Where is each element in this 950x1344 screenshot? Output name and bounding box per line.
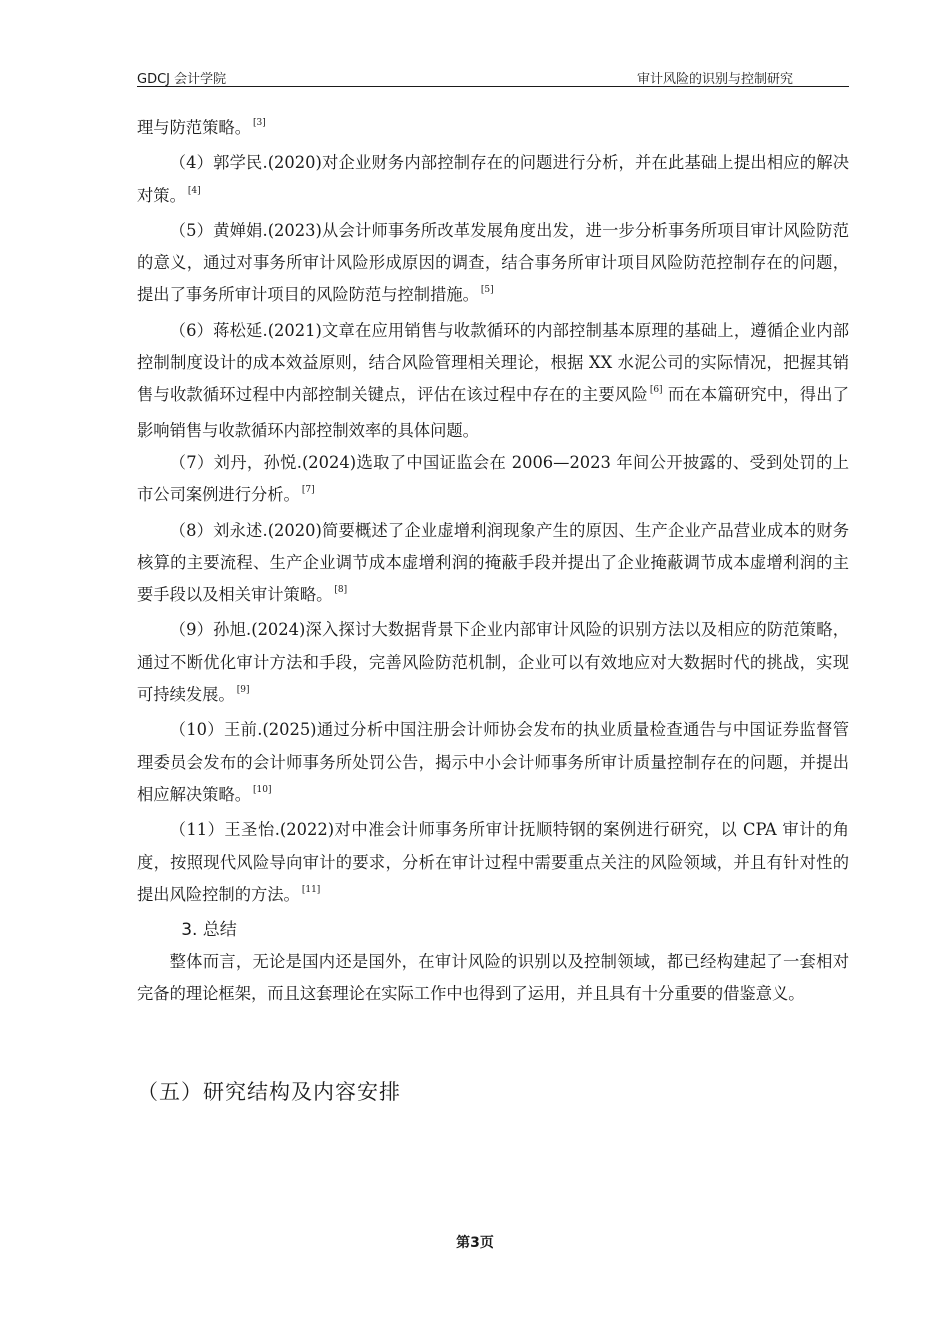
reference-paragraph: （6）蒋松延.(2021)文章在应用销售与收款循环的内部控制基本原理的基础上，遵循企业内部控制制度设计的成本效益原则，结合风险管理相关理论，根据 XX 水泥公司的实际情况，把握其销售与收款循环过程中内部控制关键点，评估在该过程中存在的主要风险 [6] 而在本篇研究中，得出了影响销售与收款循环内部控制效率的具体问题。 [137,320,849,440]
citation-ref: [5] [480,285,494,296]
reference-paragraph: （11）王圣怡.(2022)对中准会计师事务所审计抚顺特钢的案例进行研究，以 CPA 审计的角度，按照现代风险导向审计的要求，分析在审计过程中需要重点关注的风险领域，并且有针对性的提出风险控制的方法。 [11] [137,820,849,904]
reference-paragraph: （9）孙旭.(2024)深入探讨大数据背景下企业内部审计风险的识别方法以及相应的防范策略，通过不断优化审计方法和手段，完善风险防范机制，企业可以有效地应对大数据时代的挑战，实现可持续发展。 [9] [137,620,849,705]
citation-ref: [7] [301,485,315,496]
citation-ref: [11] [301,884,321,895]
body-text [137,112,849,1011]
citation-ref: [8] [334,585,348,596]
page-header [137,66,849,87]
reference-paragraph: （4）郭学民.(2020)对企业财务内部控制存在的问题进行分析，并在此基础上提出相应的解决对策。 [4] [137,153,849,205]
summary-paragraph: 整体而言，无论是国内还是国外，在审计风险的识别以及控制领域，都已经构建起了一套相对完备的理论框架，而且这套理论在实际工作中也得到了运用，并且具有十分重要的借鉴意义。 [137,952,849,1004]
page-number: 第3页 [456,1235,494,1251]
citation-ref: [6] [649,385,663,396]
paragraph-continuation: 理与防范策略。 [3] [137,118,266,137]
citation-ref: [4] [187,185,201,196]
citation-ref: [10] [252,784,272,795]
reference-paragraph: （7）刘丹，孙悦.(2024)选取了中国证监会在 2006—2023 年间公开披露的、受到处罚的上市公司案例进行分析。 [7] [137,452,849,505]
header-institution: GDCJ 会计学院 [137,72,227,87]
reference-paragraph: （5）黄婵娟.(2023)从会计师事务所改革发展角度出发，进一步分析事务所项目审计风险防范的意义，通过对事务所审计风险形成原因的调查，结合事务所审计项目风险防范控制存在的问题，提出了事务所审计项目的风险防范与控制措施。 [5] [137,220,849,305]
reference-paragraph: （10）王前.(2025)通过分析中国注册会计师协会发布的执业质量检查通告与中国证券监督管理委员会发布的会计师事务所处罚公告，揭示中小会计师事务所审计质量控制存在的问题，并提出相应解决策略。 [10] [137,720,849,804]
citation-ref: [9] [236,685,250,696]
chapter-heading: （五）研究结构及内容安排 [137,1080,401,1104]
section-heading: 3. 总结 [181,920,237,941]
citation-ref: [3] [252,118,266,128]
reference-paragraph: （8）刘永述.(2020)简要概述了企业虚增利润现象产生的原因、生产企业产品营业成本的财务核算的主要流程、生产企业调节成本虚增利润的掩蔽手段并提出了企业掩蔽调节成本虚增利润的主要手段以及相关审计策略。 [8] [137,520,849,605]
header-title: 审计风险的识别与控制研究 [636,72,793,87]
